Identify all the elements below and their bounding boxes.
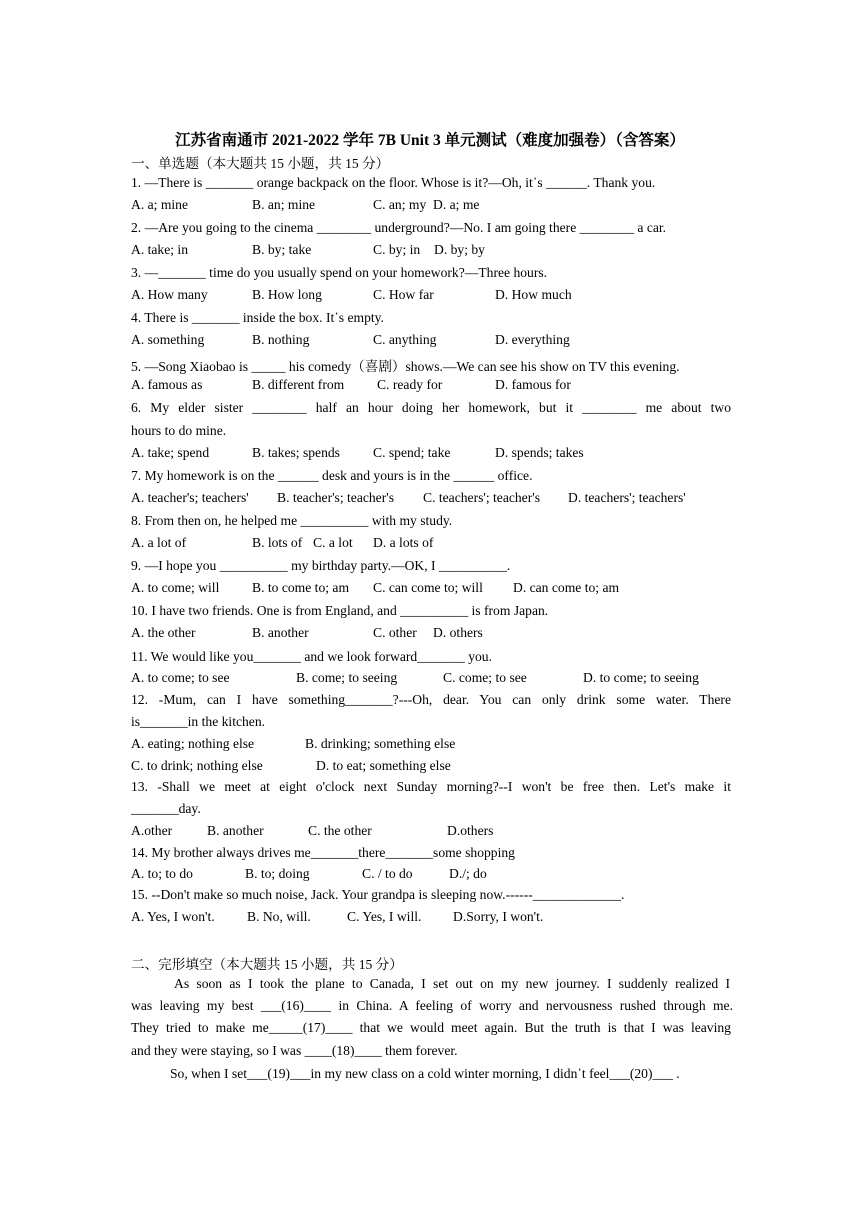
- section-heading-single-choice: 一、单选题（本大题共 15 小题，共 15 分）: [131, 156, 390, 171]
- option-15b: B. No, will.: [247, 909, 311, 924]
- passage-line-4: [131, 1043, 458, 1059]
- option-2a: A. take; in: [131, 242, 189, 257]
- question-5: 5. —Song Xiaobao is _____ his comedy（喜剧）shows.—We can see his show on TV this evening.: [131, 359, 680, 374]
- option-9c: C. can come to; will: [373, 580, 483, 595]
- section-heading-cloze: 二、完形填空（本大题共 15 小题，共 15 分）: [131, 957, 403, 972]
- option-8c: C. a lot: [313, 535, 353, 550]
- passage-text: They tried to make me: [131, 1020, 269, 1035]
- passage-line-2: [131, 998, 733, 1014]
- blank-19: ___(19)___: [247, 1066, 311, 1081]
- question-12-cont: is_______in the kitchen.: [131, 714, 266, 729]
- passage-text: and they were staying, so I was: [131, 1043, 305, 1058]
- option-6c: C. spend; take: [373, 445, 451, 460]
- question-2: 2. —Are you going to the cinema ________ underground?—No. I am going there ________ a car.: [131, 220, 667, 235]
- option-11b: B. come; to seeing: [296, 670, 398, 685]
- option-3c: C. How far: [373, 287, 434, 302]
- option-10c: C. other: [373, 625, 417, 640]
- option-7b: B. teacher's; teacher's: [277, 490, 394, 505]
- option-5a: A. famous as: [131, 377, 203, 392]
- option-7a: A. teacher's; teachers': [131, 490, 249, 505]
- option-4c: C. anything: [373, 332, 437, 347]
- option-14b: B. to; doing: [245, 866, 310, 881]
- option-1a: A. a; mine: [131, 197, 189, 212]
- question-10: 10. I have two friends. One is from England, and __________ is from Japan.: [131, 603, 549, 618]
- option-13a: A.other: [131, 823, 173, 838]
- option-9a: A. to come; will: [131, 580, 220, 595]
- blank-17: _____(17)____: [268, 1020, 353, 1035]
- option-5b: B. different from: [252, 377, 345, 392]
- question-11: 11. We would like you_______ and we look forward_______ you.: [131, 649, 492, 664]
- passage-text: .: [672, 1066, 680, 1081]
- page-title: 江苏省南通市 2021-2022 学年 7B Unit 3 单元测试（难度加强卷）（含答案）: [175, 132, 685, 149]
- passage-text: So, when I set: [170, 1066, 248, 1081]
- option-13c: C. the other: [308, 823, 372, 838]
- question-6-cont: hours to do mine.: [131, 423, 227, 438]
- option-1c: C. an; my: [373, 197, 427, 212]
- option-9b: B. to come to; am: [252, 580, 350, 595]
- option-2c: C. by; in: [373, 242, 421, 257]
- option-5c: C. ready for: [377, 377, 443, 392]
- option-11d: D. to come; to seeing: [583, 670, 699, 685]
- option-3b: B. How long: [252, 287, 322, 302]
- passage-text: them forever.: [381, 1043, 458, 1058]
- passage-line-5: [170, 1066, 680, 1082]
- option-4d: D. everything: [495, 332, 570, 347]
- passage-text: was leaving my best: [131, 998, 261, 1013]
- option-8d: D. a lots of: [373, 535, 434, 550]
- option-5d: D. famous for: [495, 377, 571, 392]
- question-14: 14. My brother always drives me_______there_______some shopping: [131, 845, 515, 860]
- option-15d: D.Sorry, I won't.: [453, 909, 544, 924]
- passage-line-1: As soon as I took the plane to Canada, I set out on my new journey. I suddenly realized I: [174, 976, 730, 991]
- option-13b: B. another: [207, 823, 264, 838]
- question-4: 4. There is _______ inside the box. It᾽s empty.: [131, 310, 384, 325]
- question-9: 9. —I hope you __________ my birthday party.—OK, I __________.: [131, 558, 511, 573]
- option-2d: D. by; by: [434, 242, 485, 257]
- option-14c: C. / to do: [362, 866, 413, 881]
- blank-18: ____(18)____: [304, 1043, 382, 1058]
- question-7: 7. My homework is on the ______ desk and yours is in the ______ office.: [131, 468, 533, 483]
- option-2b: B. by; take: [252, 242, 312, 257]
- passage-line-3: [131, 1020, 731, 1036]
- option-8a: A. a lot of: [131, 535, 187, 550]
- option-12d: D. to eat; something else: [316, 758, 451, 773]
- option-6b: B. takes; spends: [252, 445, 340, 460]
- option-10a: A. the other: [131, 625, 196, 640]
- option-4b: B. nothing: [252, 332, 310, 347]
- option-12a: A. eating; nothing else: [131, 736, 255, 751]
- option-11a: A. to come; to see: [131, 670, 230, 685]
- option-1d: D. a; me: [433, 197, 480, 212]
- blank-16: ___(16)____: [260, 998, 332, 1013]
- question-13-cont: _______day.: [131, 801, 201, 816]
- option-15a: A. Yes, I won't.: [131, 909, 215, 924]
- passage-text: in China. A feeling of worry and nervousness rushed through me.: [331, 998, 733, 1013]
- question-12: 12. -Mum, can I have something_______?---Oh, dear. You can only drink some water. There: [131, 692, 731, 707]
- option-12b: B. drinking; something else: [305, 736, 456, 751]
- option-1b: B. an; mine: [252, 197, 316, 212]
- question-13: 13. -Shall we meet at eight o'clock next Sunday morning?--I won't be free then. Let's make it: [131, 779, 731, 794]
- question-8: 8. From then on, he helped me __________ with my study.: [131, 513, 453, 528]
- option-8b: B. lots of: [252, 535, 303, 550]
- passage-text: that we would meet again. But the truth is that I was leaving: [352, 1020, 731, 1035]
- option-9d: D. can come to; am: [513, 580, 620, 595]
- option-4a: A. something: [131, 332, 205, 347]
- option-7d: D. teachers'; teachers': [568, 490, 686, 505]
- question-15: 15. --Don't make so much noise, Jack. Your grandpa is sleeping now.------_____________.: [131, 887, 625, 902]
- question-3: 3. —_______ time do you usually spend on your homework?—Three hours.: [131, 265, 548, 280]
- option-6d: D. spends; takes: [495, 445, 584, 460]
- option-12c: C. to drink; nothing else: [131, 758, 263, 773]
- option-3a: A. How many: [131, 287, 208, 302]
- option-14d: D./; do: [449, 866, 487, 881]
- blank-20: ___(20)___: [609, 1066, 673, 1081]
- option-14a: A. to; to do: [131, 866, 193, 881]
- option-15c: C. Yes, I will.: [347, 909, 422, 924]
- passage-text: in my new class on a cold winter morning, I didn᾽t feel: [310, 1066, 610, 1081]
- option-7c: C. teachers'; teacher's: [423, 490, 540, 505]
- option-11c: C. come; to see: [443, 670, 527, 685]
- option-3d: D. How much: [495, 287, 572, 302]
- option-13d: D.others: [447, 823, 494, 838]
- question-6: 6. My elder sister ________ half an hour doing her homework, but it ________ me about two: [131, 400, 731, 415]
- option-10d: D. others: [433, 625, 483, 640]
- option-10b: B. another: [252, 625, 309, 640]
- option-6a: A. take; spend: [131, 445, 210, 460]
- question-1: 1. —There is _______ orange backpack on the floor. Whose is it?—Oh, it᾽s ______. Thank you.: [131, 175, 656, 190]
